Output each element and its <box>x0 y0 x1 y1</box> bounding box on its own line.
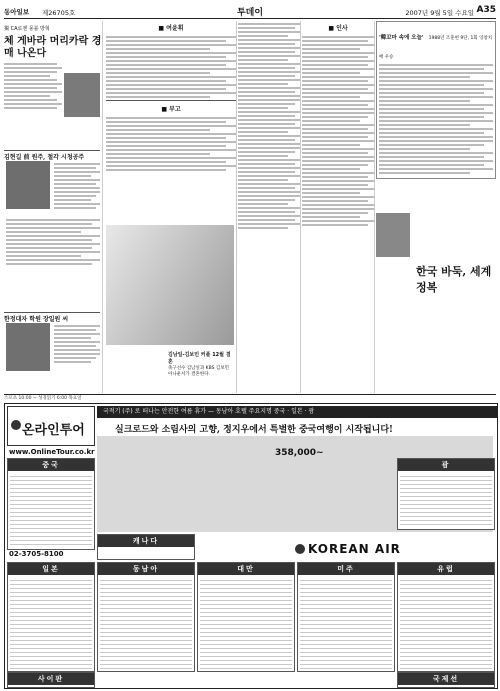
article-text <box>4 63 62 109</box>
company-name: 온라인투어 <box>22 423 85 438</box>
column-1 <box>4 21 103 393</box>
newspaper-logo: 동아일보 <box>4 8 30 16</box>
region-label: 국제선 <box>398 673 494 685</box>
region-box-guam <box>397 458 495 530</box>
wedding-caption-title: 김남일-김보민 커플 12월 결혼 <box>168 352 231 365</box>
page-footer: 스포츠 10:00 ~ 성경읽기 6:00 목요일 <box>4 394 496 401</box>
today-tag-sub: 1988년 조훈현 9단, 1회 잉창치배 우승 <box>379 36 493 60</box>
region-box-taiwan <box>197 562 295 672</box>
column-2 <box>106 21 237 393</box>
wedding-caption-text: 축구선수 김남일과 KBS 김보민 아나운서가 결혼한다. <box>168 366 229 377</box>
page-number: A35 <box>476 5 496 15</box>
region-box-saipan <box>7 672 95 688</box>
ad-tagline: 실크로드와 소림사의 고향, 정지우에서 특별한 중국여행이 시작됩니다! <box>115 425 394 435</box>
region-box-japan <box>7 562 95 672</box>
region-box-sea <box>97 562 195 672</box>
logo-circle-icon <box>11 420 21 430</box>
box-text-2 <box>106 117 236 171</box>
person-text-1b <box>6 217 100 267</box>
column-5 <box>376 21 496 393</box>
ad-banner: 국적기 (주) 로 떠나는 안전한 여름 휴가 — 동남아 호텔 주요지명 중국 · 일본 · 괌 <box>97 406 498 418</box>
region-box-intl <box>397 672 495 688</box>
go-player-photo <box>376 213 410 257</box>
personnel-title: ■ 인사 <box>328 25 348 32</box>
column-4 <box>302 21 375 393</box>
obituary-title: 김현길 前 원주, 철각 시청공주 <box>4 149 100 161</box>
wedding-photo <box>106 225 234 345</box>
issue-date: 2007년 9월 5일 수요일 <box>405 9 474 17</box>
region-label: 괌 <box>398 459 494 471</box>
column-3-text <box>238 23 300 229</box>
phone-number[interactable]: 02-3705-8100 <box>9 550 64 558</box>
company-logo <box>7 406 95 446</box>
person-text-1 <box>54 161 100 211</box>
region-label: 대만 <box>198 563 294 575</box>
page-header <box>4 4 496 19</box>
section-title: 투데이 <box>236 8 264 18</box>
region-label: 캐나다 <box>98 535 194 547</box>
column-3 <box>238 21 301 393</box>
box-title-1: ■ 여윤휘 <box>158 25 184 32</box>
person-text-2 <box>54 323 100 365</box>
airline-logo: KOREAN AIR <box>295 542 401 556</box>
region-box-canada <box>97 534 195 560</box>
box-title-2: ■ 부고 <box>161 106 181 113</box>
article-headline: 체 게바라 머리카락 경매 나온다 <box>4 36 102 59</box>
region-label: 일본 <box>8 563 94 575</box>
wedding-caption <box>168 351 234 377</box>
che-guevara-photo <box>64 73 100 117</box>
region-label: 미주 <box>298 563 394 575</box>
tour-price: 358,000~ <box>275 448 324 458</box>
obituary-title-2: 한정대자 학원 장일원 씨 <box>4 311 100 323</box>
today-tag: '韓꼬마 속에 오늘' <box>379 35 424 41</box>
person-photo-2 <box>6 323 50 371</box>
region-box-europe <box>397 562 495 672</box>
issue-number: 제26705호 <box>42 9 76 17</box>
region-box-china <box>7 458 95 550</box>
article-subhead: 獨 CA로젠 몽블 방혁 <box>4 26 50 32</box>
region-label: 동남아 <box>98 563 194 575</box>
today-history-box <box>376 21 496 179</box>
region-label: 사이판 <box>8 673 94 685</box>
company-website[interactable]: www.OnlineTour.co.kr <box>9 448 95 456</box>
box-text-1 <box>106 36 236 98</box>
region-box-america <box>297 562 395 672</box>
region-label: 중국 <box>8 459 94 471</box>
region-label: 유럽 <box>398 563 494 575</box>
travel-advertisement <box>4 403 498 689</box>
personnel-text <box>302 36 374 226</box>
person-photo-1 <box>6 161 50 209</box>
baduk-headline: 한국 바둑, 세계 정복 <box>416 265 492 294</box>
